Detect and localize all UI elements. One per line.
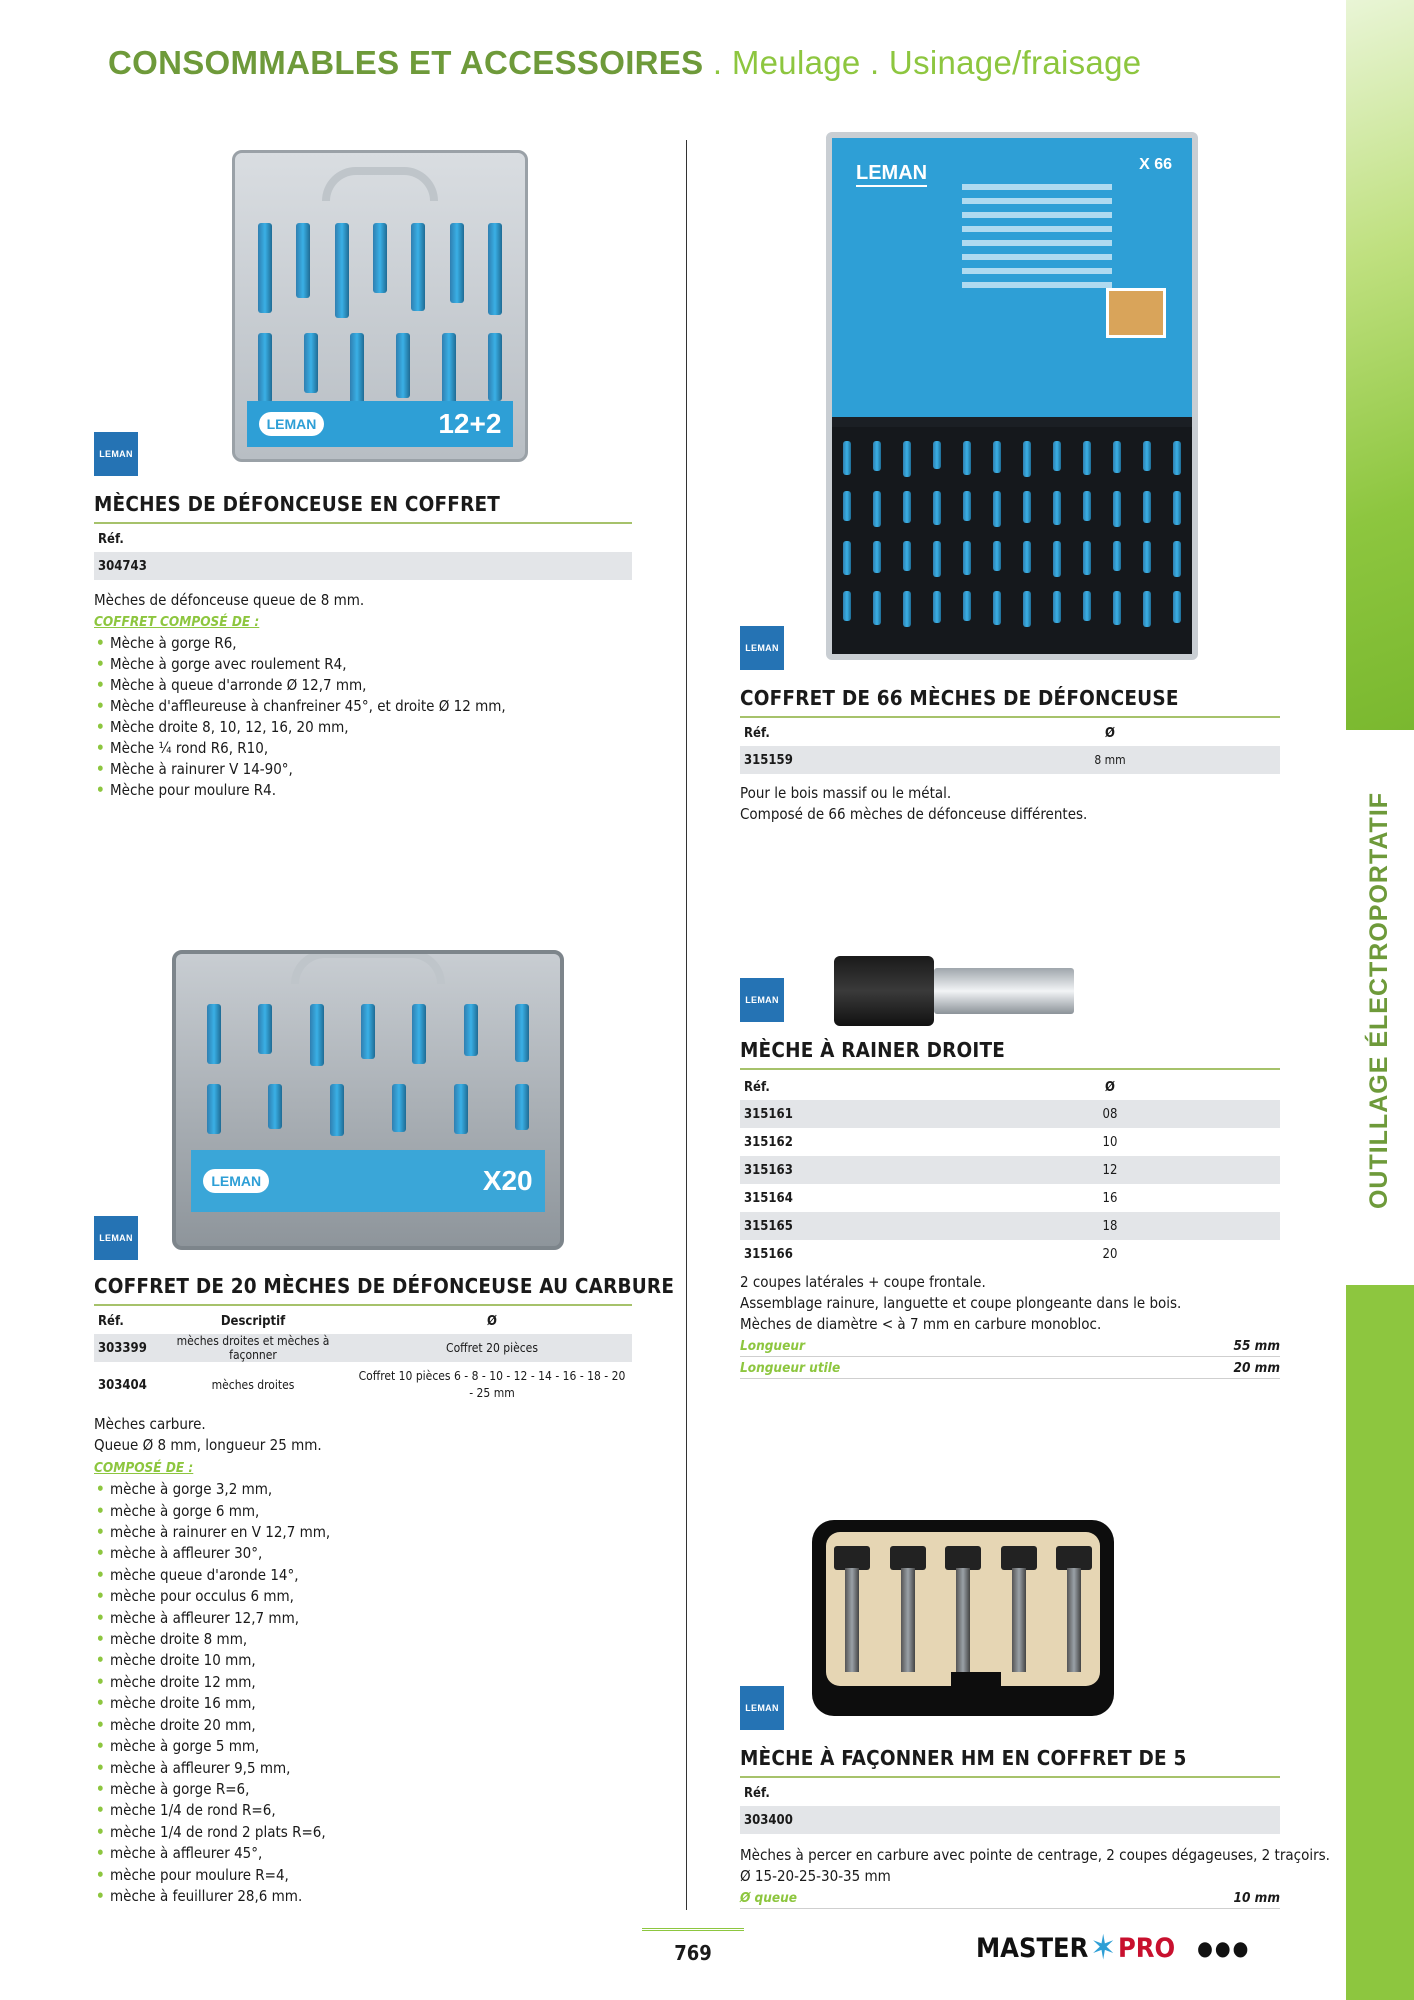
product-description <box>94 1414 330 1907</box>
description-line: Mèches de diamètre < à 7 mm en carbure monobloc. <box>740 1315 1102 1333</box>
description-line: Composé de 66 mèches de défonceuse différentes. <box>740 805 1088 823</box>
list-item: • mèche à gorge 3,2 mm, <box>94 1479 330 1500</box>
table-header-diameter: Ø <box>1105 725 1115 741</box>
side-section-label <box>1346 791 1414 1209</box>
reference-table <box>740 720 1280 774</box>
reference-number: 303400 <box>740 1806 1280 1834</box>
diameter-cell: Coffret 10 pièces 6 - 8 - 10 - 12 - 14 - 16 - 18 - 20 - 25 mm <box>358 1369 626 1400</box>
reference-table <box>740 1074 1280 1268</box>
description-line: Mèches carbure. <box>94 1415 206 1433</box>
spec-label: Ø queue <box>740 1890 798 1906</box>
table-row <box>740 1100 1280 1128</box>
list-item: • mèche à gorge 6 mm, <box>94 1501 330 1522</box>
brand-logo-part1: MASTER <box>976 1932 1089 1964</box>
product-description <box>740 1845 1330 1887</box>
description-line: Ø 15-20-25-30-35 mm <box>740 1867 891 1885</box>
description-line: Mèches de défonceuse queue de 8 mm. <box>94 591 365 609</box>
table-row <box>740 746 1280 774</box>
masterpro-logo <box>976 1928 1250 1968</box>
table-row <box>94 552 632 580</box>
diameter-cell: Coffret 20 pièces <box>352 1334 632 1362</box>
reference-table <box>94 1308 632 1408</box>
reference-number: 315166 <box>744 1246 793 1262</box>
table-header-diameter: Ø <box>487 1313 497 1329</box>
diameter-cell: 12 <box>940 1156 1280 1184</box>
reference-number: 315161 <box>740 1100 940 1128</box>
table-row <box>740 1212 1280 1240</box>
diameter-cell: 08 <box>940 1100 1280 1128</box>
list-item: • Mèche droite 8, 10, 12, 16, 20 mm, <box>94 717 506 738</box>
table-header-ref: Réf. <box>744 1079 770 1095</box>
spec-line-length <box>740 1336 1280 1357</box>
reference-number: 303404 <box>98 1377 147 1393</box>
list-item: • mèche 1/4 de rond R=6, <box>94 1800 330 1821</box>
product-photo-forstner-bit-box <box>812 1520 1114 1716</box>
list-item: • mèche droite 16 mm, <box>94 1693 330 1714</box>
spec-value: 10 mm <box>1233 1890 1280 1906</box>
page-title-sub: . Meulage . Usinage/fraisage <box>712 44 1142 81</box>
page-title-main: CONSOMMABLES ET ACCESSOIRES <box>108 44 704 81</box>
side-band-top <box>1346 0 1414 730</box>
list-item: • Mèche ¼ rond R6, R10, <box>94 738 506 759</box>
product-title: MÈCHE À FAÇONNER HM EN COFFRET DE 5 <box>740 1746 1280 1778</box>
reference-number: 315165 <box>740 1212 940 1240</box>
list-item: • mèche droite 12 mm, <box>94 1672 330 1693</box>
list-item: • Mèche à gorge avec roulement R4, <box>94 654 506 675</box>
table-header-description: Descriptif <box>220 1313 286 1329</box>
page-title <box>108 44 1141 82</box>
spec-value: 20 mm <box>1233 1360 1280 1376</box>
table-row <box>740 1156 1280 1184</box>
list-item: • mèche droite 10 mm, <box>94 1650 330 1671</box>
list-item: • mèche à feuillurer 28,6 mm. <box>94 1886 330 1907</box>
list-item: • mèche droite 8 mm, <box>94 1629 330 1650</box>
list-item: • mèche pour occulus 6 mm, <box>94 1586 330 1607</box>
list-item: • mèche 1/4 de rond 2 plats R=6, <box>94 1822 330 1843</box>
product-title: MÈCHE À RAINER DROITE <box>740 1038 1280 1070</box>
table-header-diameter: Ø <box>1105 1079 1115 1095</box>
page-number-block <box>642 1928 744 1965</box>
leman-logo: LEMAN <box>740 978 784 1022</box>
composition-list <box>94 1479 330 1907</box>
reference-table <box>94 526 632 580</box>
brand-logo-part2: PRO <box>1118 1932 1176 1964</box>
photo-count-label: 12+2 <box>438 408 502 439</box>
product-title: COFFRET DE 20 MÈCHES DE DÉFONCEUSE AU CARBURE <box>94 1274 632 1306</box>
photo-count-label: X 66 <box>1139 156 1172 173</box>
spec-label: Longueur utile <box>740 1360 841 1376</box>
composition-list <box>94 633 506 801</box>
list-item: • mèche droite 20 mm, <box>94 1715 330 1736</box>
table-row <box>94 1334 632 1362</box>
table-row <box>740 1184 1280 1212</box>
column-divider <box>686 140 687 1910</box>
list-item: • mèche à gorge 5 mm, <box>94 1736 330 1757</box>
reference-number: 315163 <box>740 1156 940 1184</box>
leman-logo: LEMAN <box>94 432 138 476</box>
photo-brand-logo: LEMAN <box>856 162 927 187</box>
spec-label: Longueur <box>740 1338 805 1354</box>
list-item: • Mèche pour moulure R4. <box>94 780 506 801</box>
list-item: • mèche à affleurer 45°, <box>94 1843 330 1864</box>
diameter-cell: 8 mm <box>940 746 1280 774</box>
spec-line-shank <box>740 1888 1280 1909</box>
reference-number: 315164 <box>744 1190 793 1206</box>
list-item: • mèche pour moulure R=4, <box>94 1865 330 1886</box>
reference-number: 303399 <box>94 1334 154 1362</box>
side-band-bottom <box>1346 1285 1414 2000</box>
product-photo-carbide-bit-set-20 <box>172 950 564 1250</box>
product-photo-aluminium-case-66 <box>826 132 1198 660</box>
leman-logo: LEMAN <box>740 626 784 670</box>
diameter-cell: 18 <box>940 1212 1280 1240</box>
product-title: MÈCHES DE DÉFONCEUSE EN COFFRET <box>94 492 632 524</box>
photo-count-label: X20 <box>482 1165 533 1196</box>
diameter-cell: 16 <box>1102 1190 1118 1206</box>
table-row <box>740 1806 1280 1834</box>
diameter-cell: 20 <box>1102 1246 1118 1262</box>
list-item: • mèche à affleurer 9,5 mm, <box>94 1758 330 1779</box>
composition-label: COFFRET COMPOSÉ DE : <box>94 614 260 630</box>
list-item: • Mèche à rainurer V 14-90°, <box>94 759 506 780</box>
list-item: • Mèche à gorge R6, <box>94 633 506 654</box>
photo-brand-logo: LEMAN <box>203 1169 269 1193</box>
product-photo-router-bit-set-12 <box>232 150 528 462</box>
side-section-label-text: OUTILLAGE ÉLECTROPORTATIF <box>1365 791 1394 1209</box>
leman-logo: LEMAN <box>740 1686 784 1730</box>
list-item: • Mèche d'affleureuse à chanfreiner 45°, et droite Ø 12 mm, <box>94 696 506 717</box>
description-line: Assemblage rainure, languette et coupe plongeante dans le bois. <box>740 1294 1182 1312</box>
description-line: 2 coupes latérales + coupe frontale. <box>740 1273 986 1291</box>
product-photo-straight-groove-bit <box>834 956 1124 1026</box>
reference-table <box>740 1780 1280 1834</box>
list-item: • mèche à gorge R=6, <box>94 1779 330 1800</box>
product-description <box>740 1272 1181 1335</box>
description-line: Mèches à percer en carbure avec pointe de centrage, 2 coupes dégageuses, 2 traçoirs. <box>740 1846 1330 1864</box>
table-row <box>94 1362 632 1408</box>
composition-label: COMPOSÉ DE : <box>94 1459 194 1476</box>
list-item: • mèche à affleurer 12,7 mm, <box>94 1608 330 1629</box>
spec-line-useful-length <box>740 1358 1280 1379</box>
page-number: 769 <box>674 1941 712 1965</box>
diameter-cell: 10 <box>1102 1134 1118 1150</box>
list-item: • mèche à affleurer 30°, <box>94 1543 330 1564</box>
reference-number: 304743 <box>94 552 632 580</box>
product-description <box>740 783 1087 825</box>
list-item: • Mèche à queue d'arronde Ø 12,7 mm, <box>94 675 506 696</box>
product-description <box>94 590 506 801</box>
description-line: Queue Ø 8 mm, longueur 25 mm. <box>94 1436 322 1455</box>
product-title: COFFRET DE 66 MÈCHES DE DÉFONCEUSE <box>740 686 1280 718</box>
spec-value: 55 mm <box>1233 1338 1280 1354</box>
table-header-ref: Réf. <box>98 531 124 547</box>
description-line: Pour le bois massif ou le métal. <box>740 784 952 802</box>
list-item: • mèche à rainurer en V 12,7 mm, <box>94 1522 330 1543</box>
reference-number: 315159 <box>740 746 940 774</box>
table-row <box>740 1240 1280 1268</box>
table-header-ref: Réf. <box>744 725 770 741</box>
table-header-ref: Réf. <box>98 1313 124 1329</box>
leman-logo: LEMAN <box>94 1216 138 1260</box>
reference-number: 315162 <box>744 1134 793 1150</box>
star-icon: ✶ <box>1090 1928 1116 1968</box>
brand-shapes-icon: ●●● <box>1197 1936 1251 1960</box>
list-item: • mèche queue d'aronde 14°, <box>94 1565 330 1586</box>
description-cell: mèches droites <box>211 1378 295 1392</box>
description-cell: mèches droites et mèches à façonner <box>154 1334 352 1362</box>
table-row <box>740 1128 1280 1156</box>
photo-brand-logo: LEMAN <box>259 412 325 436</box>
table-header-ref: Réf. <box>744 1785 770 1801</box>
